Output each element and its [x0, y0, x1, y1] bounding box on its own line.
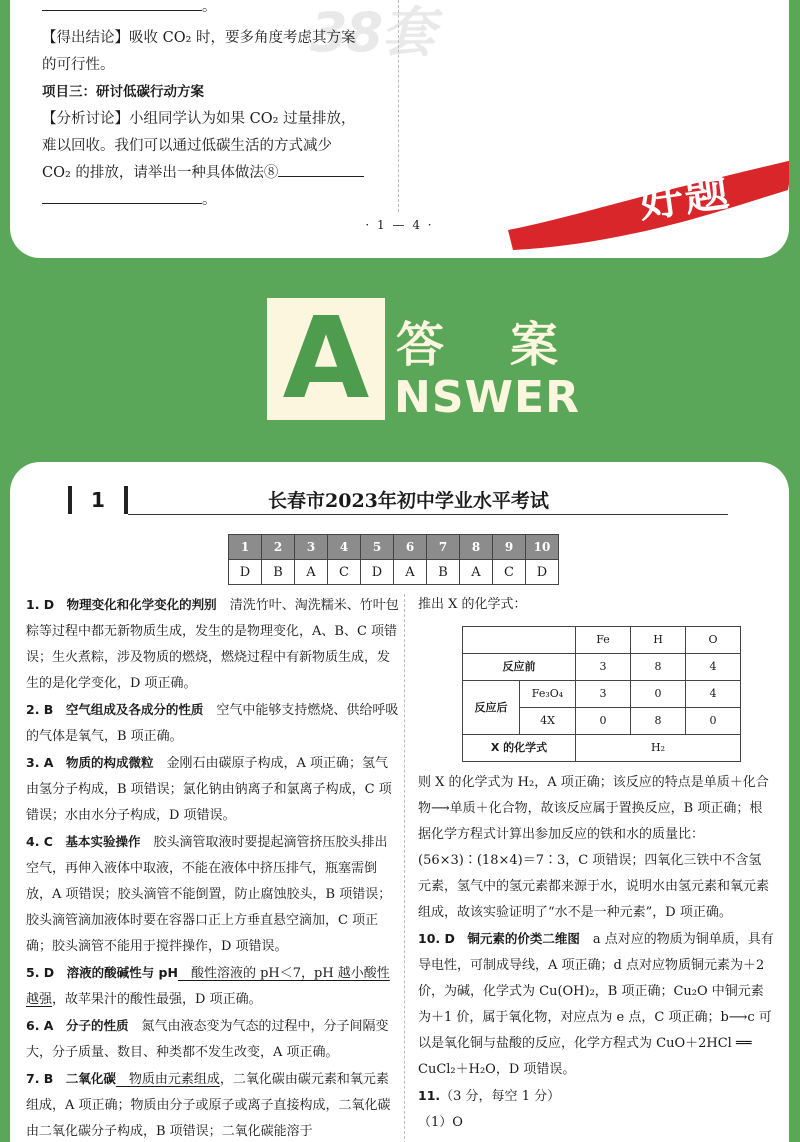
cell: 0	[631, 681, 686, 708]
exam-number: 1	[68, 486, 128, 514]
answer-key-choice: D	[526, 560, 559, 585]
q11-head: 11.	[418, 1088, 441, 1103]
row-formula-label: X 的化学式	[463, 735, 576, 762]
q9-body: 则 X 的化学式为 H₂，A 项正确；该反应的特点是单质＋化合物⟶单质＋化合物，故该反应属于置换反应，B 项正确；根据化学方程式计算出参加反应的铁和水的质量比：(56×3)∶(18×4)＝7∶3，C 项错误；四氧化三铁中不含氢元素，氢气中的氢元素都来源于水，说明水由氢元素和氧元素组成，故该实验证明了“水不是一种元素”，D 项正确。	[418, 775, 770, 920]
q5-head: 5. D 溶液的酸碱性与 pH	[26, 965, 178, 980]
conclusion-text: 【得出结论】吸收 CO₂ 时，要多角度考虑其方案	[42, 30, 356, 46]
cell: 3	[576, 654, 631, 681]
explanations-left	[26, 592, 400, 1142]
col-h: H	[631, 627, 686, 654]
q9-intro: 推出 X 的化学式：	[418, 597, 527, 612]
cell: 0	[686, 708, 741, 735]
answer-key-number: 4	[328, 535, 361, 560]
watermark-logo: 38套	[310, 1, 434, 64]
question-continuation	[42, 0, 394, 214]
answer-title-cn: 答案	[396, 317, 625, 373]
fe3o4-label: Fe₃O₄	[520, 681, 576, 708]
answer-blank-8	[278, 160, 364, 177]
conclusion-text-cont: 的可行性。	[42, 57, 115, 73]
q7-head: 7. B 二氧化碳	[26, 1071, 116, 1086]
answer-key-number: 6	[394, 535, 427, 560]
x-label: 4X	[520, 708, 576, 735]
answer-key-choice: B	[427, 560, 460, 585]
element-conservation-table	[462, 626, 741, 762]
answer-key-number: 3	[295, 535, 328, 560]
answer-key-number: 7	[427, 535, 460, 560]
q6-body: 氮气由液态变为气态的过程中，分子间隔变大，分子质量、数目、种类都不发生改变，A 项正确。	[26, 1019, 389, 1060]
q3-body: 金刚石由碳原子构成，A 项正确；氢气由氢分子构成，B 项错误；氯化钠由钠离子和氯离子构成，C 项错误；水由水分子构成，D 项错误。	[26, 756, 392, 823]
formula-value: H₂	[576, 735, 741, 762]
answer-key-number: 8	[460, 535, 493, 560]
cell: 0	[576, 708, 631, 735]
answer-key-number: 9	[493, 535, 526, 560]
period-2: 。	[202, 192, 217, 208]
column-divider	[398, 0, 399, 212]
answer-key-choice: D	[361, 560, 394, 585]
answer-key-choice: D	[229, 560, 262, 585]
discussion-question: CO₂ 的排放，请举出一种具体做法⑧	[42, 165, 279, 181]
period: 。	[202, 0, 217, 15]
cell: 8	[631, 654, 686, 681]
top-card	[10, 0, 789, 258]
page-number: · 1 — 4 ·	[365, 218, 434, 232]
col-fe: Fe	[576, 627, 631, 654]
answer-blank	[42, 0, 202, 11]
answer-blank-8-cont	[42, 187, 202, 204]
project-three-heading: 项目三：研讨低碳行动方案	[42, 84, 204, 100]
good-question-badge: 好题	[635, 164, 734, 229]
cell: 3	[576, 681, 631, 708]
row-before-label: 反应前	[463, 654, 576, 681]
q7-body: ，二氧化碳由碳元素和氧元素组成，A 项正确；物质由分子或原子或离子直接构成，二氧化碳由二氧化碳分子构成，B 项错误；二氧化碳能溶于	[26, 1072, 391, 1139]
q4-body: 胶头滴管取液时要提起滴管挤压胶头排出空气，再伸入液体中取液，不能在液体中挤压排气，瓶塞需倒放，A 项错误；胶头滴管不能倒置，防止腐蚀胶头，B 项错误；胶头滴管滴加液体时要在容器口正上方垂直悬空滴加，C 项正确；胶头滴管不能用于搅拌操作，D 项错误。	[26, 835, 392, 954]
cell: 4	[686, 654, 741, 681]
answer-key-number: 1	[229, 535, 262, 560]
answer-title-en: NSWER	[394, 372, 580, 423]
q11-part1: （1）O	[418, 1115, 463, 1130]
q7-body-underlined: 物质由元素组成	[115, 1072, 220, 1087]
answer-key-number: 2	[262, 535, 295, 560]
q5-body: ，故苹果汁的酸性最强，D 项正确。	[52, 992, 262, 1007]
cell: 4	[686, 681, 741, 708]
cell: 8	[631, 708, 686, 735]
answer-key-choice: C	[493, 560, 526, 585]
exam-title: 长春市2023年初中学业水平考试	[268, 490, 549, 512]
answer-letter-a: A	[267, 298, 385, 420]
q5-body-underlined: 酸性溶液的 pH＜7，pH 越小酸性越强	[26, 966, 390, 1007]
title-rule	[128, 514, 728, 515]
row-after-label: 反应后	[463, 681, 520, 735]
discussion-text-cont: 难以回收。我们可以通过低碳生活的方式减少	[42, 138, 332, 154]
answer-card	[10, 462, 789, 1142]
q4-head: 4. C 基本实验操作	[26, 834, 141, 849]
q1-head: 1. D 物理变化和化学变化的判别	[26, 597, 217, 612]
q3-head: 3. A 物质的构成微粒	[26, 755, 154, 770]
answer-key-choice: C	[328, 560, 361, 585]
answer-key-choice: B	[262, 560, 295, 585]
q2-head: 2. B 空气组成及各成分的性质	[26, 702, 204, 717]
answer-key-number: 5	[361, 535, 394, 560]
explanations-right	[418, 592, 774, 1136]
q10-head: 10. D 铜元素的价类二维图	[418, 931, 580, 946]
answer-key-choice: A	[460, 560, 493, 585]
answer-key-choice: A	[394, 560, 427, 585]
q2-body: 空气中能够支持燃烧、供给呼吸的气体是氧气，B 项正确。	[26, 703, 399, 744]
q10-body: a 点对应的物质为铜单质，具有导电性，可制成导线，A 项正确；d 点对应物质铜元素为＋2 价，为碱，化学式为 Cu(OH)₂，B 项正确；Cu₂O 中铜元素为＋1 价，属于氧化物，对应点为 e 点，C 项正确；b⟶c 可以是氧化铜与盐酸的反应，化学方程式为 CuO＋2HCl ══ CuCl₂＋H₂O，D 项错误。	[418, 932, 774, 1077]
q6-head: 6. A 分子的性质	[26, 1018, 129, 1033]
column-divider-bottom	[404, 594, 405, 1142]
answer-key-table	[228, 534, 559, 585]
q1-body: 清洗竹叶、淘洗糯米、竹叶包粽等过程中都无新物质生成，发生的是物理变化，A、B、C 项错误；生火煮粽，涉及物质的燃烧，燃烧过程中有新物质生成，发生的是化学变化，D 项正确。	[26, 598, 399, 691]
discussion-text: 【分析讨论】小组同学认为如果 CO₂ 过量排放，	[42, 111, 356, 127]
answer-key-number: 10	[526, 535, 559, 560]
q11-body: （3 分，每空 1 分）	[440, 1089, 561, 1104]
col-o: O	[686, 627, 741, 654]
answer-key-choice: A	[295, 560, 328, 585]
